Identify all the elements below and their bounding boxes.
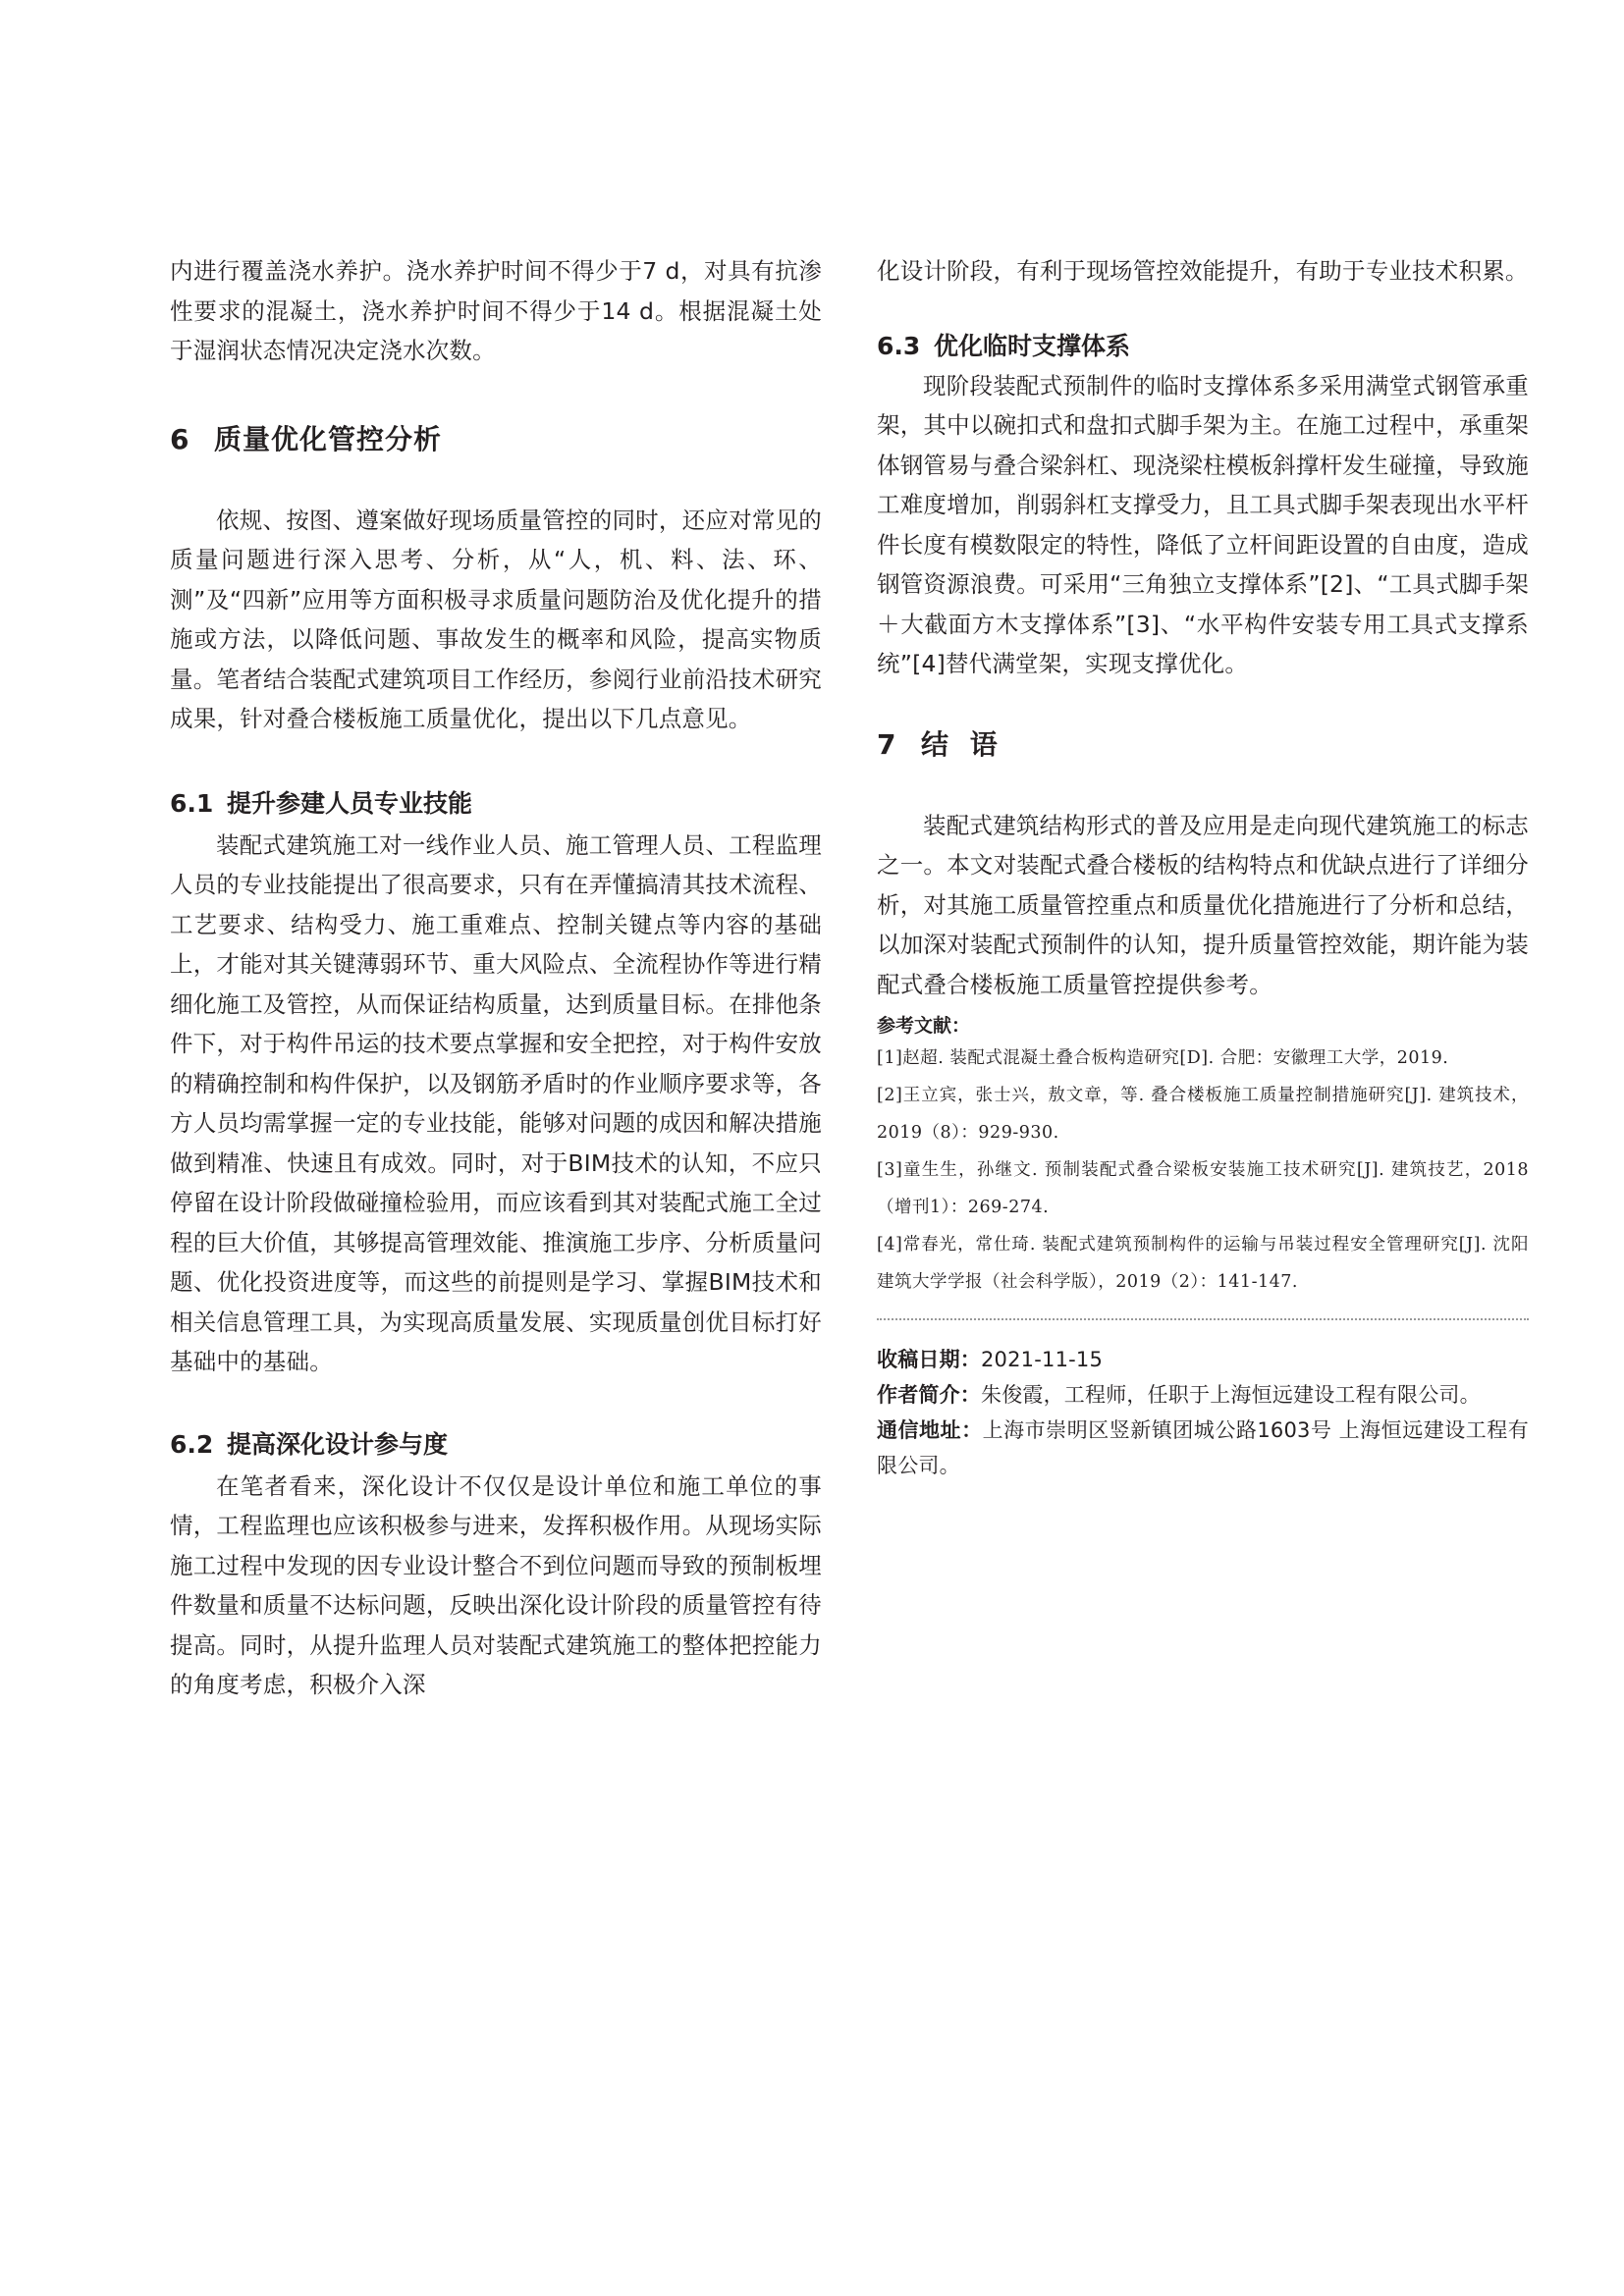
section-number: 6.3	[877, 331, 921, 360]
section-6-2-heading	[170, 1427, 822, 1463]
section-number: 6	[170, 422, 190, 455]
right-column	[877, 251, 1529, 1483]
author-value: 朱俊霞，工程师，任职于上海恒远建设工程有限公司。	[981, 1383, 1481, 1407]
section-title: 优化临时支撑体系	[934, 331, 1131, 360]
author-info	[877, 1377, 1529, 1413]
section-6-heading	[170, 422, 822, 457]
reference-item: [3]童生生，孙继文. 预制装配式叠合梁板安装施工技术研究[J]. 建筑技艺，2018（增刊1）：269-274.	[877, 1160, 1529, 1217]
section-6-1-paragraph: 装配式建筑施工对一线作业人员、施工管理人员、工程监理人员的专业技能提出了很高要求，只有在弄懂搞清其技术流程、工艺要求、结构受力、施工重难点、控制关键点等内容的基础上，才能对其关键薄弱环节、重大风险点、全流程协作等进行精细化施工及管控，从而保证结构质量，达到质量目标。在排他条件下，对于构件吊运的技术要点掌握和安全把控，对于构件安放的精确控制和构件保护，以及钢筋矛盾时的作业顺序要求等，各方人员均需掌握一定的专业技能，能够对问题的成因和解决措施做到精准、快速且有成效。同时，对于BIM技术的认知，不应只停留在设计阶段做碰撞检验用，而应该看到其对装配式施工全过程的巨大价值，其够提高管理效能、推演施工步序、分析质量问题、优化投资进度等，而这些的前提则是学习、掌握BIM技术和相关信息管理工具，为实现高质量发展、实现质量创优目标打好基础中的基础。	[170, 830, 822, 1375]
section-6-1-heading	[170, 786, 822, 822]
section-6-3-paragraph: 现阶段装配式预制件的临时支撑体系多采用满堂式钢管承重架，其中以碗扣式和盘扣式脚手架为主。在施工过程中，承重架体钢管易与叠合梁斜杠、现浇梁柱模板斜撑杆发生碰撞，导致施工难度增加，削弱斜杠支撑受力，且工具式脚手架表现出水平杆件长度有模数限定的特性，降低了立杆间距设置的自由度，造成钢管资源浪费。可采用“三角独立支撑体系”[2]、“工具式脚手架＋大截面方木支撑体系”[3]、“水平构件安装专用工具式支撑系统”[4]替代满堂架，实现支撑优化。	[877, 371, 1529, 677]
section-number: 6.2	[170, 1429, 214, 1459]
author-label: 作者简介：	[877, 1383, 981, 1407]
paragraph-intro: 内进行覆盖浇水养护。浇水养护时间不得少于7 d，对具有抗渗性要求的混凝土，浇水养护时间不得少于14 d。根据混凝土处于湿润状态情况决定浇水次数。	[170, 257, 822, 364]
reference-item: [1]赵超. 装配式混凝土叠合板构造研究[D]. 合肥：安徽理工大学，2019.	[877, 1048, 1449, 1068]
dotted-divider	[877, 1318, 1529, 1320]
left-column	[170, 251, 822, 1705]
references-list	[877, 1040, 1529, 1301]
section-7-heading	[877, 727, 1529, 763]
section-6-paragraph: 依规、按图、遵案做好现场质量管控的同时，还应对常见的质量问题进行深入思考、分析，从“人，机、料、法、环、测”及“四新”应用等方面积极寻求质量问题防治及优化提升的措施或方法，以降低问题、事故发生的概率和风险，提高实物质量。笔者结合装配式建筑项目工作经历，参阅行业前沿技术研究成果，针对叠合楼板施工质量优化，提出以下几点意见。	[170, 506, 822, 732]
section-number: 6.1	[170, 788, 214, 818]
received-label: 收稿日期：	[877, 1348, 981, 1371]
section-title: 质量优化管控分析	[214, 422, 443, 455]
section-title: 结 语	[921, 727, 1003, 761]
section-7-paragraph: 装配式建筑结构形式的普及应用是走向现代建筑施工的标志之一。本文对装配式叠合楼板的结构特点和优缺点进行了详细分析，对其施工质量管控重点和质量优化措施进行了分析和总结，以加深对装配式预制件的认知，提升质量管控效能，期许能为装配式叠合楼板施工质量管控提供参考。	[877, 811, 1529, 998]
section-number: 7	[877, 727, 897, 761]
mailing-address	[877, 1413, 1529, 1483]
references-heading: 参考文献：	[877, 1015, 971, 1037]
address-label: 通信地址：	[877, 1418, 983, 1442]
received-date	[877, 1342, 1529, 1377]
section-title: 提高深化设计参与度	[227, 1429, 449, 1459]
reference-item: [4]常春光，常仕琦. 装配式建筑预制构件的运输与吊装过程安全管理研究[J]. 沈阳建筑大学学报（社会科学版），2019（2）：141-147.	[877, 1235, 1529, 1292]
section-6-2-paragraph: 在笔者看来，深化设计不仅仅是设计单位和施工单位的事情，工程监理也应该积极参与进来，发挥积极作用。从现场实际施工过程中发现的因专业设计整合不到位问题而导致的预制板埋件数量和质量不达标问题，反映出深化设计阶段的质量管控有待提高。同时，从提升监理人员对装配式建筑施工的整体把控能力的角度考虑，积极介入深	[170, 1471, 822, 1698]
paragraph-continued: 化设计阶段，有利于现场管控效能提升，有助于专业技术积累。	[877, 257, 1529, 285]
reference-item: [2]王立宾，张士兴，敖文章，等. 叠合楼板施工质量控制措施研究[J]. 建筑技术，2019（8）：929-930.	[877, 1086, 1529, 1143]
section-title: 提升参建人员专业技能	[227, 788, 473, 818]
received-value: 2021-11-15	[981, 1348, 1104, 1371]
section-6-3-heading	[877, 329, 1529, 364]
address-value: 上海市崇明区竖新镇团城公路1603号 上海恒远建设工程有限公司。	[877, 1418, 1530, 1477]
